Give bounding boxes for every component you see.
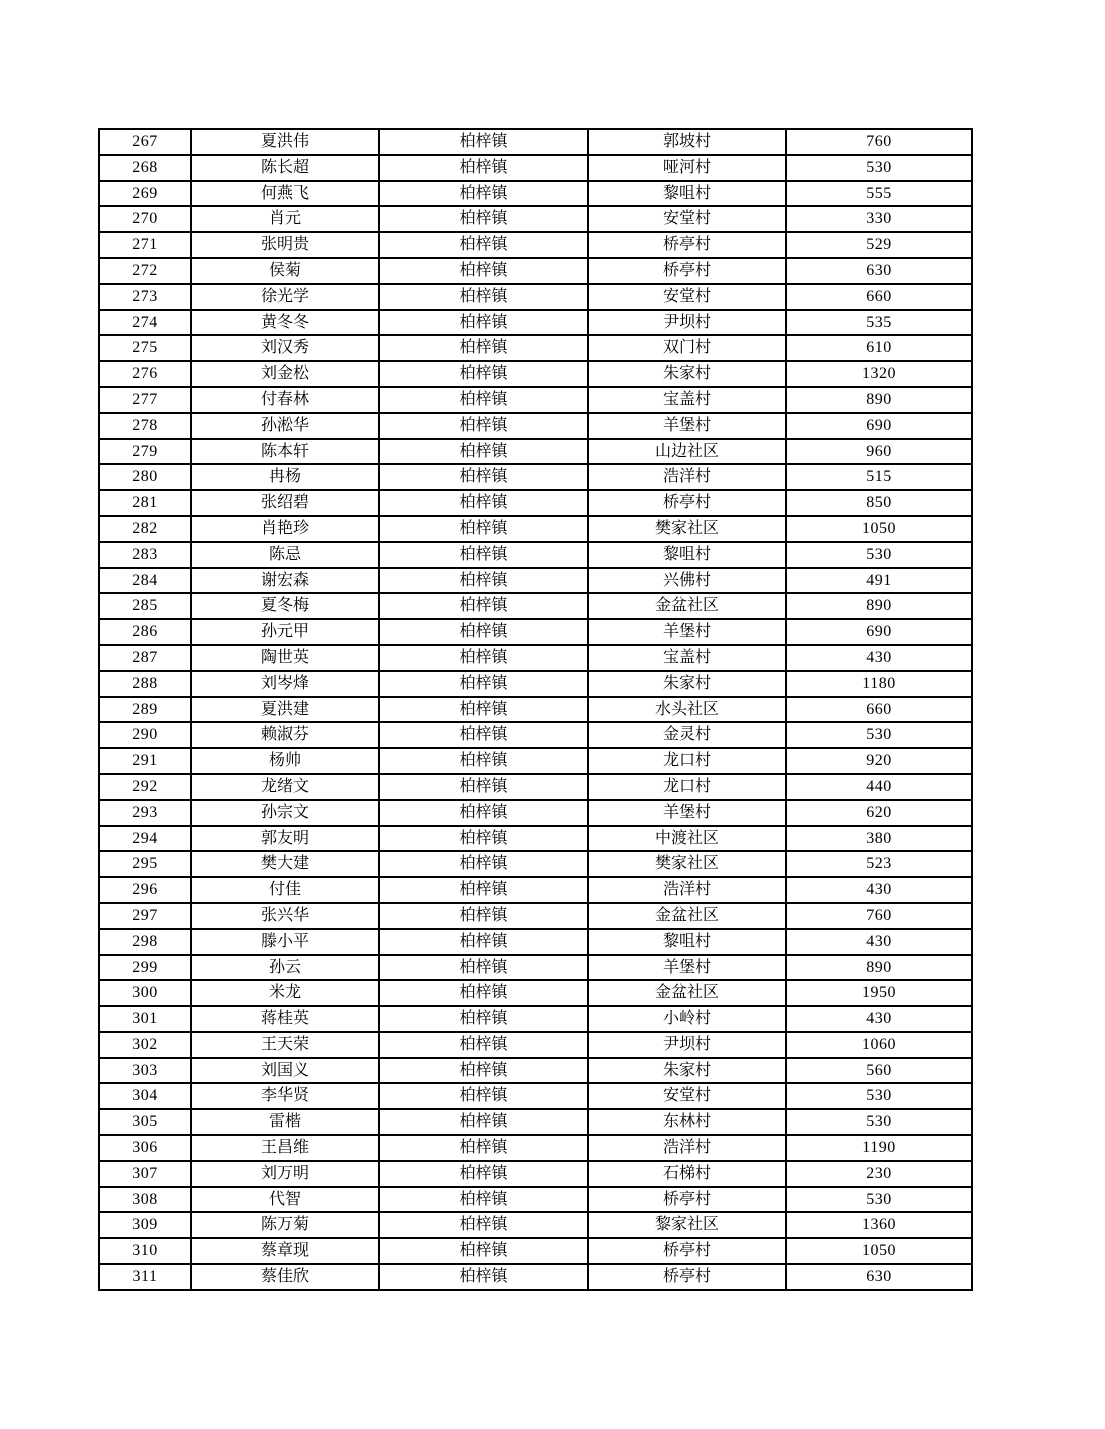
cell-village: 金盆社区 — [588, 903, 786, 929]
table-row — [99, 155, 972, 181]
cell-amount: 1050 — [786, 1238, 972, 1264]
cell-amount: 1190 — [786, 1135, 972, 1161]
cell-town: 柏梓镇 — [379, 568, 588, 594]
cell-row-number: 294 — [99, 826, 191, 852]
cell-village: 桥亭村 — [588, 1187, 786, 1213]
cell-row-number: 306 — [99, 1135, 191, 1161]
table-row — [99, 1109, 972, 1135]
cell-person-name: 徐光学 — [191, 284, 379, 310]
table-row — [99, 1058, 972, 1084]
cell-person-name: 蒋桂英 — [191, 1006, 379, 1032]
cell-town: 柏梓镇 — [379, 387, 588, 413]
cell-town: 柏梓镇 — [379, 155, 588, 181]
cell-person-name: 陶世英 — [191, 645, 379, 671]
cell-village: 羊堡村 — [588, 413, 786, 439]
cell-person-name: 雷楷 — [191, 1109, 379, 1135]
table-row — [99, 826, 972, 852]
cell-amount: 890 — [786, 387, 972, 413]
cell-town: 柏梓镇 — [379, 335, 588, 361]
table-row — [99, 1187, 972, 1213]
cell-town: 柏梓镇 — [379, 516, 588, 542]
cell-person-name: 孙元甲 — [191, 619, 379, 645]
cell-amount: 529 — [786, 232, 972, 258]
cell-village: 东林村 — [588, 1109, 786, 1135]
cell-village: 安堂村 — [588, 284, 786, 310]
cell-town: 柏梓镇 — [379, 645, 588, 671]
cell-village: 桥亭村 — [588, 1238, 786, 1264]
cell-amount: 535 — [786, 310, 972, 336]
cell-row-number: 289 — [99, 697, 191, 723]
data-table — [98, 128, 973, 1291]
cell-amount: 230 — [786, 1161, 972, 1187]
cell-town: 柏梓镇 — [379, 1083, 588, 1109]
cell-row-number: 284 — [99, 568, 191, 594]
cell-person-name: 夏冬梅 — [191, 593, 379, 619]
cell-town: 柏梓镇 — [379, 284, 588, 310]
cell-row-number: 299 — [99, 955, 191, 981]
cell-town: 柏梓镇 — [379, 619, 588, 645]
table-row — [99, 671, 972, 697]
cell-village: 石梯村 — [588, 1161, 786, 1187]
cell-row-number: 290 — [99, 722, 191, 748]
cell-row-number: 300 — [99, 980, 191, 1006]
cell-town: 柏梓镇 — [379, 206, 588, 232]
table-body — [99, 129, 972, 1290]
cell-amount: 760 — [786, 903, 972, 929]
cell-row-number: 270 — [99, 206, 191, 232]
cell-amount: 610 — [786, 335, 972, 361]
table-row — [99, 206, 972, 232]
cell-person-name: 夏洪伟 — [191, 129, 379, 155]
cell-amount: 555 — [786, 181, 972, 207]
cell-town: 柏梓镇 — [379, 232, 588, 258]
cell-person-name: 陈忌 — [191, 542, 379, 568]
cell-row-number: 277 — [99, 387, 191, 413]
table-row — [99, 439, 972, 465]
cell-amount: 515 — [786, 464, 972, 490]
cell-row-number: 311 — [99, 1264, 191, 1290]
cell-amount: 430 — [786, 877, 972, 903]
table-row — [99, 1135, 972, 1161]
table-row — [99, 1161, 972, 1187]
cell-person-name: 樊大建 — [191, 851, 379, 877]
cell-person-name: 张明贵 — [191, 232, 379, 258]
cell-town: 柏梓镇 — [379, 1006, 588, 1032]
cell-village: 朱家村 — [588, 1058, 786, 1084]
cell-amount: 630 — [786, 1264, 972, 1290]
table-row — [99, 1212, 972, 1238]
cell-amount: 380 — [786, 826, 972, 852]
cell-row-number: 286 — [99, 619, 191, 645]
cell-town: 柏梓镇 — [379, 1135, 588, 1161]
table-row — [99, 955, 972, 981]
cell-amount: 560 — [786, 1058, 972, 1084]
cell-row-number: 281 — [99, 490, 191, 516]
cell-town: 柏梓镇 — [379, 955, 588, 981]
cell-village: 黎咀村 — [588, 542, 786, 568]
cell-row-number: 279 — [99, 439, 191, 465]
cell-amount: 960 — [786, 439, 972, 465]
table-row — [99, 1032, 972, 1058]
cell-town: 柏梓镇 — [379, 1032, 588, 1058]
cell-row-number: 280 — [99, 464, 191, 490]
cell-town: 柏梓镇 — [379, 929, 588, 955]
cell-village: 羊堡村 — [588, 955, 786, 981]
cell-village: 哑河村 — [588, 155, 786, 181]
cell-row-number: 274 — [99, 310, 191, 336]
cell-row-number: 295 — [99, 851, 191, 877]
cell-person-name: 王天荣 — [191, 1032, 379, 1058]
cell-town: 柏梓镇 — [379, 490, 588, 516]
cell-row-number: 307 — [99, 1161, 191, 1187]
cell-village: 黎咀村 — [588, 181, 786, 207]
cell-person-name: 陈万菊 — [191, 1212, 379, 1238]
cell-village: 双门村 — [588, 335, 786, 361]
cell-row-number: 298 — [99, 929, 191, 955]
cell-row-number: 308 — [99, 1187, 191, 1213]
cell-row-number: 302 — [99, 1032, 191, 1058]
cell-row-number: 309 — [99, 1212, 191, 1238]
cell-town: 柏梓镇 — [379, 181, 588, 207]
cell-town: 柏梓镇 — [379, 671, 588, 697]
cell-person-name: 夏洪建 — [191, 697, 379, 723]
cell-village: 安堂村 — [588, 1083, 786, 1109]
cell-person-name: 肖元 — [191, 206, 379, 232]
table-row — [99, 800, 972, 826]
cell-town: 柏梓镇 — [379, 1264, 588, 1290]
cell-person-name: 刘国义 — [191, 1058, 379, 1084]
table-row — [99, 722, 972, 748]
cell-village: 山边社区 — [588, 439, 786, 465]
cell-amount: 850 — [786, 490, 972, 516]
table-row — [99, 929, 972, 955]
cell-row-number: 293 — [99, 800, 191, 826]
cell-row-number: 301 — [99, 1006, 191, 1032]
table-row — [99, 1006, 972, 1032]
cell-village: 浩洋村 — [588, 1135, 786, 1161]
table-row — [99, 774, 972, 800]
cell-amount: 523 — [786, 851, 972, 877]
cell-town: 柏梓镇 — [379, 361, 588, 387]
table-row — [99, 284, 972, 310]
cell-row-number: 296 — [99, 877, 191, 903]
table-row — [99, 851, 972, 877]
cell-amount: 430 — [786, 929, 972, 955]
cell-row-number: 271 — [99, 232, 191, 258]
cell-village: 桥亭村 — [588, 490, 786, 516]
table-row — [99, 464, 972, 490]
cell-amount: 530 — [786, 1083, 972, 1109]
cell-amount: 1320 — [786, 361, 972, 387]
cell-person-name: 张绍碧 — [191, 490, 379, 516]
cell-amount: 620 — [786, 800, 972, 826]
cell-row-number: 292 — [99, 774, 191, 800]
cell-town: 柏梓镇 — [379, 826, 588, 852]
cell-amount: 530 — [786, 722, 972, 748]
cell-person-name: 蔡佳欣 — [191, 1264, 379, 1290]
table-row — [99, 232, 972, 258]
cell-village: 水头社区 — [588, 697, 786, 723]
cell-amount: 440 — [786, 774, 972, 800]
cell-town: 柏梓镇 — [379, 800, 588, 826]
cell-village: 羊堡村 — [588, 800, 786, 826]
cell-village: 朱家村 — [588, 671, 786, 697]
cell-town: 柏梓镇 — [379, 310, 588, 336]
cell-village: 尹坝村 — [588, 310, 786, 336]
cell-row-number: 305 — [99, 1109, 191, 1135]
table-row — [99, 1083, 972, 1109]
cell-row-number: 303 — [99, 1058, 191, 1084]
cell-person-name: 孙淞华 — [191, 413, 379, 439]
cell-person-name: 付春林 — [191, 387, 379, 413]
table-row — [99, 387, 972, 413]
cell-town: 柏梓镇 — [379, 1212, 588, 1238]
cell-row-number: 288 — [99, 671, 191, 697]
cell-village: 桥亭村 — [588, 258, 786, 284]
cell-town: 柏梓镇 — [379, 464, 588, 490]
cell-town: 柏梓镇 — [379, 1187, 588, 1213]
table-row — [99, 542, 972, 568]
cell-row-number: 275 — [99, 335, 191, 361]
cell-amount: 430 — [786, 1006, 972, 1032]
cell-town: 柏梓镇 — [379, 593, 588, 619]
table-row — [99, 903, 972, 929]
cell-town: 柏梓镇 — [379, 1161, 588, 1187]
cell-person-name: 何燕飞 — [191, 181, 379, 207]
cell-village: 樊家社区 — [588, 851, 786, 877]
cell-village: 浩洋村 — [588, 464, 786, 490]
cell-row-number: 283 — [99, 542, 191, 568]
table-row — [99, 980, 972, 1006]
cell-person-name: 赖淑芬 — [191, 722, 379, 748]
cell-amount: 330 — [786, 206, 972, 232]
cell-person-name: 王昌维 — [191, 1135, 379, 1161]
cell-row-number: 285 — [99, 593, 191, 619]
cell-row-number: 272 — [99, 258, 191, 284]
cell-person-name: 冉杨 — [191, 464, 379, 490]
table-row — [99, 619, 972, 645]
cell-amount: 1050 — [786, 516, 972, 542]
cell-amount: 430 — [786, 645, 972, 671]
cell-person-name: 陈本轩 — [191, 439, 379, 465]
cell-person-name: 代智 — [191, 1187, 379, 1213]
cell-person-name: 蔡章现 — [191, 1238, 379, 1264]
cell-amount: 491 — [786, 568, 972, 594]
cell-row-number: 268 — [99, 155, 191, 181]
cell-row-number: 310 — [99, 1238, 191, 1264]
cell-amount: 530 — [786, 155, 972, 181]
cell-person-name: 付佳 — [191, 877, 379, 903]
cell-amount: 760 — [786, 129, 972, 155]
table-row — [99, 877, 972, 903]
cell-person-name: 李华贤 — [191, 1083, 379, 1109]
cell-town: 柏梓镇 — [379, 697, 588, 723]
cell-row-number: 276 — [99, 361, 191, 387]
cell-village: 金盆社区 — [588, 593, 786, 619]
cell-village: 黎咀村 — [588, 929, 786, 955]
table-row — [99, 335, 972, 361]
cell-amount: 530 — [786, 1187, 972, 1213]
table-row — [99, 1264, 972, 1290]
cell-village: 兴佛村 — [588, 568, 786, 594]
cell-amount: 1360 — [786, 1212, 972, 1238]
cell-town: 柏梓镇 — [379, 1238, 588, 1264]
cell-person-name: 龙绪文 — [191, 774, 379, 800]
cell-person-name: 刘万明 — [191, 1161, 379, 1187]
cell-person-name: 黄冬冬 — [191, 310, 379, 336]
cell-town: 柏梓镇 — [379, 129, 588, 155]
cell-village: 中渡社区 — [588, 826, 786, 852]
cell-person-name: 刘金松 — [191, 361, 379, 387]
cell-row-number: 267 — [99, 129, 191, 155]
cell-village: 桥亭村 — [588, 232, 786, 258]
cell-amount: 530 — [786, 542, 972, 568]
cell-amount: 920 — [786, 748, 972, 774]
cell-village: 龙口村 — [588, 748, 786, 774]
cell-village: 宝盖村 — [588, 645, 786, 671]
cell-person-name: 陈长超 — [191, 155, 379, 181]
cell-person-name: 孙宗文 — [191, 800, 379, 826]
cell-person-name: 侯菊 — [191, 258, 379, 284]
cell-town: 柏梓镇 — [379, 439, 588, 465]
cell-village: 宝盖村 — [588, 387, 786, 413]
table-row — [99, 413, 972, 439]
table-row — [99, 361, 972, 387]
cell-town: 柏梓镇 — [379, 1058, 588, 1084]
cell-village: 金灵村 — [588, 722, 786, 748]
table-row — [99, 568, 972, 594]
cell-person-name: 郭友明 — [191, 826, 379, 852]
cell-amount: 1060 — [786, 1032, 972, 1058]
cell-person-name: 刘岑烽 — [191, 671, 379, 697]
cell-town: 柏梓镇 — [379, 774, 588, 800]
table-row — [99, 748, 972, 774]
cell-town: 柏梓镇 — [379, 748, 588, 774]
cell-person-name: 滕小平 — [191, 929, 379, 955]
cell-row-number: 278 — [99, 413, 191, 439]
cell-amount: 1180 — [786, 671, 972, 697]
cell-person-name: 米龙 — [191, 980, 379, 1006]
cell-amount: 660 — [786, 697, 972, 723]
cell-village: 安堂村 — [588, 206, 786, 232]
cell-row-number: 291 — [99, 748, 191, 774]
table-row — [99, 645, 972, 671]
cell-village: 郭坡村 — [588, 129, 786, 155]
cell-person-name: 孙云 — [191, 955, 379, 981]
cell-row-number: 269 — [99, 181, 191, 207]
table-row — [99, 516, 972, 542]
cell-village: 羊堡村 — [588, 619, 786, 645]
cell-town: 柏梓镇 — [379, 877, 588, 903]
cell-row-number: 273 — [99, 284, 191, 310]
table-row — [99, 1238, 972, 1264]
cell-amount: 630 — [786, 258, 972, 284]
cell-person-name: 杨帅 — [191, 748, 379, 774]
cell-amount: 890 — [786, 593, 972, 619]
table-row — [99, 593, 972, 619]
cell-town: 柏梓镇 — [379, 1109, 588, 1135]
cell-amount: 690 — [786, 413, 972, 439]
cell-town: 柏梓镇 — [379, 258, 588, 284]
cell-village: 樊家社区 — [588, 516, 786, 542]
cell-town: 柏梓镇 — [379, 903, 588, 929]
cell-village: 尹坝村 — [588, 1032, 786, 1058]
table-row — [99, 258, 972, 284]
cell-village: 黎家社区 — [588, 1212, 786, 1238]
cell-town: 柏梓镇 — [379, 722, 588, 748]
cell-town: 柏梓镇 — [379, 980, 588, 1006]
cell-amount: 1950 — [786, 980, 972, 1006]
cell-person-name: 刘汉秀 — [191, 335, 379, 361]
cell-town: 柏梓镇 — [379, 542, 588, 568]
cell-town: 柏梓镇 — [379, 413, 588, 439]
cell-town: 柏梓镇 — [379, 851, 588, 877]
cell-amount: 660 — [786, 284, 972, 310]
cell-person-name: 肖艳珍 — [191, 516, 379, 542]
cell-row-number: 304 — [99, 1083, 191, 1109]
cell-amount: 530 — [786, 1109, 972, 1135]
cell-person-name: 谢宏森 — [191, 568, 379, 594]
cell-amount: 890 — [786, 955, 972, 981]
cell-village: 龙口村 — [588, 774, 786, 800]
cell-village: 浩洋村 — [588, 877, 786, 903]
table-row — [99, 129, 972, 155]
cell-village: 桥亭村 — [588, 1264, 786, 1290]
cell-village: 金盆社区 — [588, 980, 786, 1006]
cell-person-name: 张兴华 — [191, 903, 379, 929]
cell-village: 朱家村 — [588, 361, 786, 387]
table-row — [99, 181, 972, 207]
cell-village: 小岭村 — [588, 1006, 786, 1032]
table-row — [99, 310, 972, 336]
cell-row-number: 287 — [99, 645, 191, 671]
cell-row-number: 282 — [99, 516, 191, 542]
table-row — [99, 697, 972, 723]
cell-row-number: 297 — [99, 903, 191, 929]
table-row — [99, 490, 972, 516]
cell-amount: 690 — [786, 619, 972, 645]
